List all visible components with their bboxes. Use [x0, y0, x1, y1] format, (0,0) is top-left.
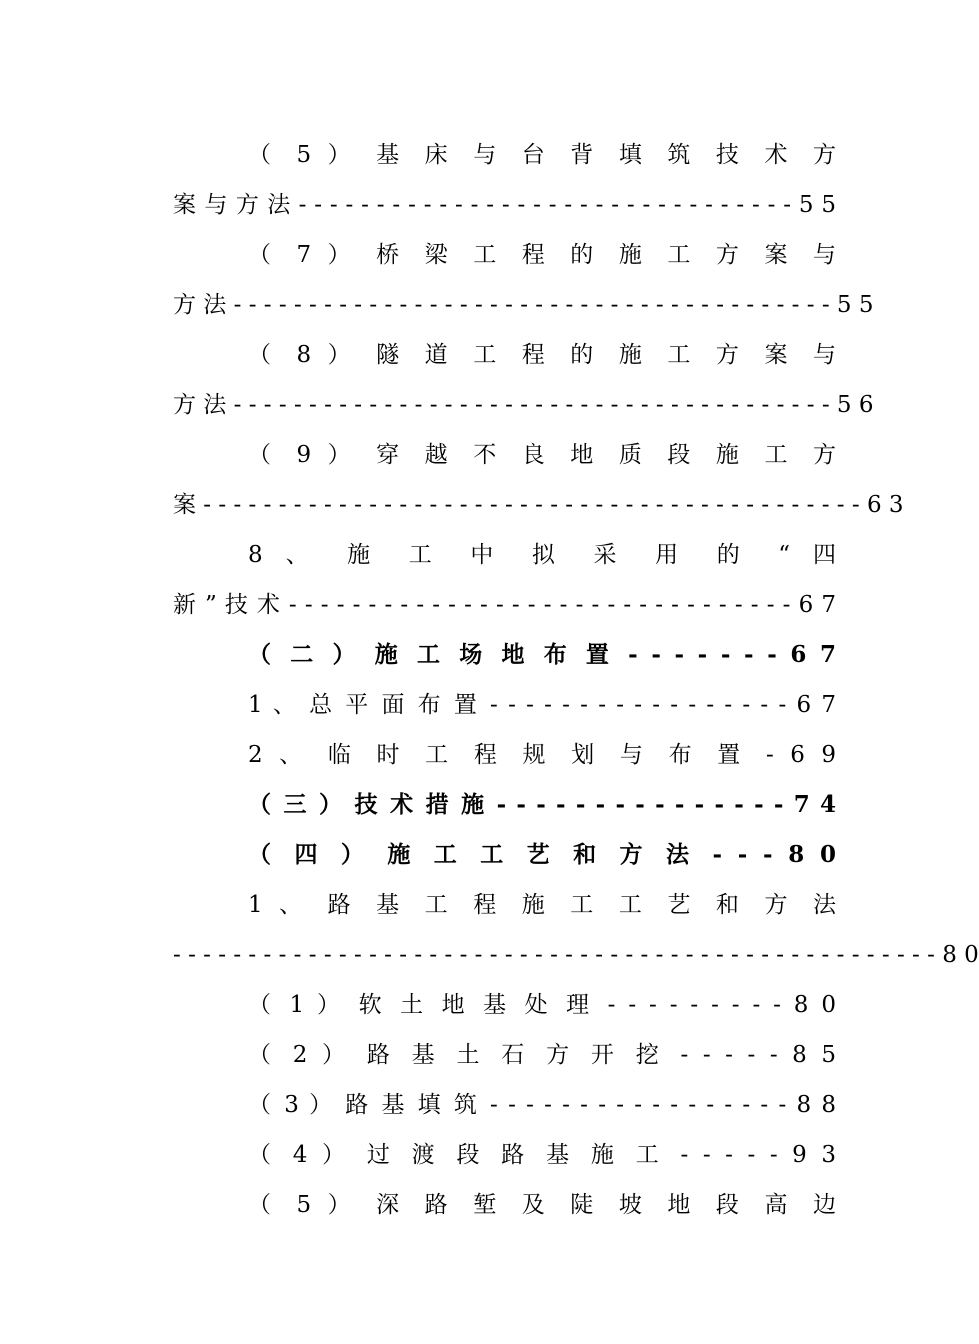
toc-line-text: （ 4 ） 过 渡 段 路 基 施 工 - - - - - 9 3	[248, 1142, 836, 1168]
toc-line	[248, 1030, 836, 1080]
toc-line	[173, 480, 904, 530]
toc-line	[248, 430, 836, 480]
toc-line-text: （ 四 ） 施 工 工 艺 和 方 法 - - - 8 0	[248, 841, 836, 868]
toc-line	[248, 1080, 836, 1130]
toc-line	[248, 230, 836, 280]
toc-line-text: - - - - - - - - - - - - - - - - - - - - - - - - - - - - - - - - - - - - - - - - - - - - - - - - - - - 8 0	[173, 942, 979, 968]
toc-line	[248, 730, 836, 780]
toc-line-text: （ 1 ） 软 土 地 基 处 理 - - - - - - - - - 8 0	[248, 992, 836, 1018]
toc-line	[248, 630, 836, 680]
toc-line-text: 案 - - - - - - - - - - - - - - - - - - - - - - - - - - - - - - - - - - - - - - - - - - - - 6 3	[173, 492, 904, 518]
toc-line-text: 1 、 总 平 面 布 置 - - - - - - - - - - - - - - - - - 6 7	[248, 692, 836, 718]
toc-line	[248, 980, 836, 1030]
toc-line	[248, 130, 836, 180]
toc-line-text: （ 5 ） 深 路 堑 及 陡 坡 地 段 高 边	[248, 1192, 836, 1218]
toc-line-text: （ 5 ） 基 床 与 台 背 填 筑 技 术 方	[248, 142, 836, 168]
toc-line-text: 新 ” 技 术 - - - - - - - - - - - - - - - - - - - - - - - - - - - - - - - - 6 7	[173, 592, 836, 618]
toc-line	[173, 580, 836, 630]
toc-line-text: 8 、 施 工 中 拟 采 用 的 “ 四	[248, 542, 836, 568]
toc-line	[248, 330, 836, 380]
toc-line-text: 方 法 - - - - - - - - - - - - - - - - - - - - - - - - - - - - - - - - - - - - - - - - 5 5	[173, 292, 874, 318]
toc-line-text: 1 、 路 基 工 程 施 工 工 艺 和 方 法	[248, 892, 836, 918]
toc-line-text: 案 与 方 法 - - - - - - - - - - - - - - - - - - - - - - - - - - - - - - - - 5 5	[173, 192, 836, 218]
toc-line	[173, 930, 979, 980]
toc-line	[248, 1130, 836, 1180]
toc-line	[173, 380, 874, 430]
toc-line-text: 方 法 - - - - - - - - - - - - - - - - - - - - - - - - - - - - - - - - - - - - - - - - 5 6	[173, 392, 874, 418]
toc-line	[248, 780, 836, 830]
toc-line	[248, 830, 836, 880]
toc-line-text: （ 8 ） 隧 道 工 程 的 施 工 方 案 与	[248, 342, 836, 368]
toc-line-text: （ 2 ） 路 基 土 石 方 开 挖 - - - - - 8 5	[248, 1042, 836, 1068]
toc-line	[248, 680, 836, 730]
toc-line	[173, 280, 874, 330]
toc-line-text: （ 二 ） 施 工 场 地 布 置 - - - - - - - 6 7	[248, 641, 836, 668]
toc-line-text: （ 7 ） 桥 梁 工 程 的 施 工 方 案 与	[248, 242, 836, 268]
toc-line	[248, 530, 836, 580]
toc-line-text: （ 9 ） 穿 越 不 良 地 质 段 施 工 方	[248, 442, 836, 468]
toc-line	[173, 180, 836, 230]
toc-line-text: （ 三 ） 技 术 措 施 - - - - - - - - - - - - - - - 7 4	[248, 791, 836, 818]
toc-line-text: 2 、 临 时 工 程 规 划 与 布 置 - 6 9	[248, 742, 836, 768]
toc-line-text: （ 3 ） 路 基 填 筑 - - - - - - - - - - - - - - - - - 8 8	[248, 1092, 836, 1118]
toc-line	[248, 880, 836, 930]
toc-line	[248, 1180, 836, 1230]
